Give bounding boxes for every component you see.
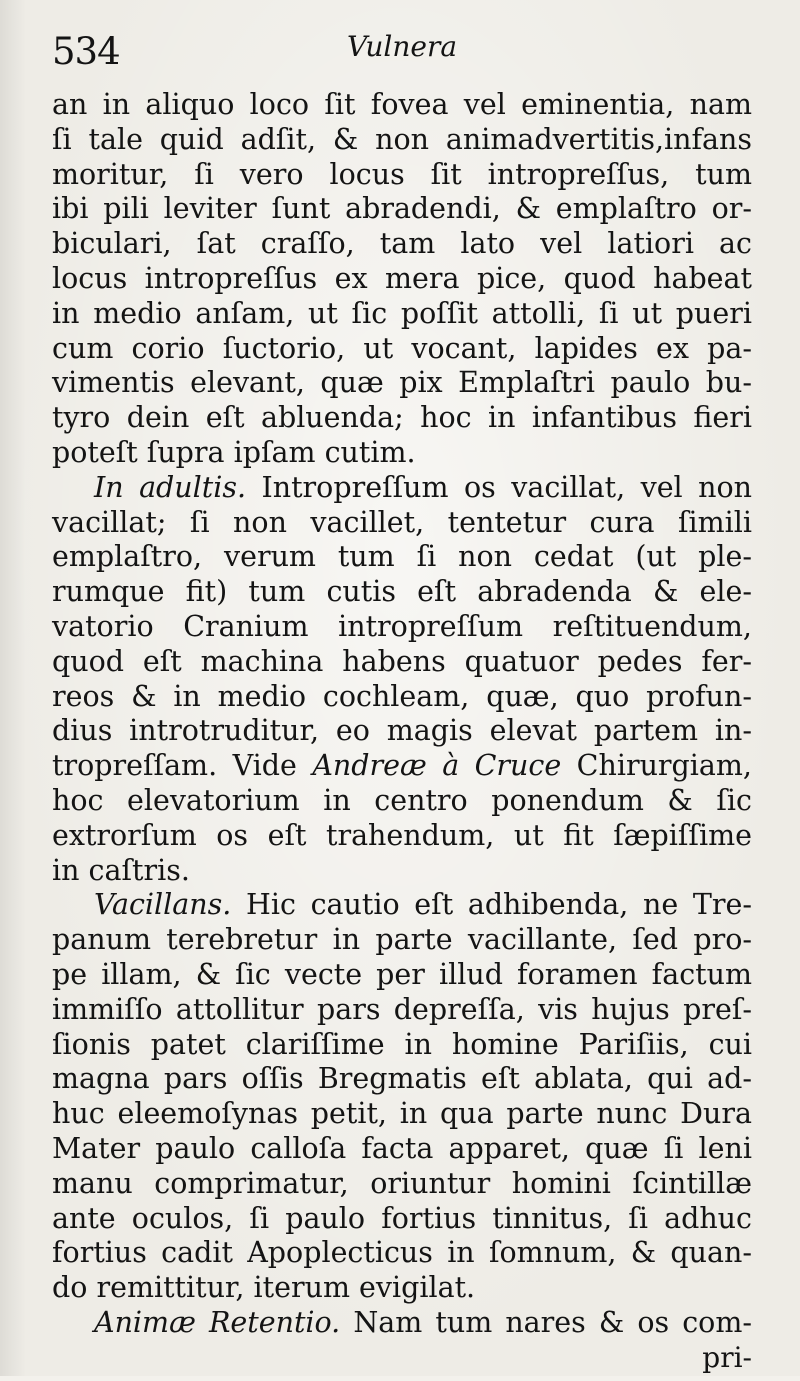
catchword-line [52,1341,752,1381]
text-line [52,888,752,923]
text-line [52,1097,752,1132]
text-line [52,993,752,1028]
line-text: Intropreſſum os vacillat, vel non [246,470,752,504]
text-line [52,192,752,227]
line-text: Chirurgiam, [561,749,752,783]
catchword: pri- [702,1340,752,1374]
line-text: tyro dein eſt abluenda; hoc in infantibus fieri [52,401,752,435]
line-text: tropreſſam. Vide [52,749,313,783]
text-line [52,1271,752,1306]
line-text: vatorio Cranium intropreſſum reſtituendum, [52,609,752,643]
text-line [52,332,752,367]
italic-lead: In adultis. [94,470,247,504]
text-line [52,784,752,819]
line-text: hoc elevatorium in centro ponendum & ſic [52,783,752,817]
line-text: ibi pili leviter ſunt abradendi, & emplaſtro or- [52,192,752,226]
line-text: manu comprimatur, oriuntur homini ſcintillæ [52,1166,752,1200]
text-line [52,610,752,645]
line-text: rumque fit) tum cutis eſt abradenda & ele- [52,575,752,609]
text-line [52,471,752,506]
line-text: ſi tale quid adſit, & non animadvertitis,infans [52,122,752,156]
text-line [52,540,752,575]
text-line [52,1202,752,1237]
text-line [52,436,752,471]
line-text: pe illam, & ſic vecte per illud foramen factum [52,957,752,991]
line-text: poteſt ſupra ipſam cutim. [52,435,416,469]
line-text: Nam tum nares & os com- [340,1305,752,1339]
text-line [52,366,752,401]
text-line [52,958,752,993]
text-line [52,854,752,889]
text-line [52,1028,752,1063]
text-line [52,1062,752,1097]
line-text: emplaſtro, verum tum ſi non cedat (ut ple- [52,540,752,574]
line-text: ante oculos, ſi paulo fortius tinnitus, ſi adhuc [52,1201,752,1235]
text-line [52,297,752,332]
line-text: magna pars oſſis Bregmatis eſt ablata, qui ad- [52,1062,752,1096]
text-line [52,401,752,436]
line-text: huc eleemoſynas petit, in qua parte nunc Dura [52,1097,752,1131]
running-head: Vulnera [346,30,458,63]
italic-lead: Andreæ à Cruce [312,749,562,783]
line-text: in caſtris. [52,853,190,887]
text-line [52,714,752,749]
page-header [52,28,752,88]
line-text: in medio anſam, ut ſic poſſit attolli, ſi ut pueri [52,296,752,330]
text-line [52,1132,752,1167]
line-text: locus intropreſſus ex mera pice, quod habeat [52,261,752,295]
text-line [52,262,752,297]
line-text: extrorſum os eſt trahendum, ut fit ſæpiſſime [52,818,752,852]
line-text: panum terebretur in parte vacillante, ſed pro- [52,923,752,957]
page-number: 534 [52,30,120,73]
line-text: vacillat; ſi non vacillet, tentetur cura ſimili [52,505,752,539]
text-line [52,575,752,610]
text-line [52,923,752,958]
text-line [52,1236,752,1271]
text-line [52,819,752,854]
line-text: do remittitur, iterum evigilat. [52,1271,476,1305]
italic-lead: Animæ Retentio. [94,1305,341,1339]
text-line [52,1306,752,1341]
line-text: reos & in medio cochleam, quæ, quo profun- [52,679,752,713]
text-line [52,1167,752,1202]
text-line [52,680,752,715]
line-text: dius introtruditur, eo magis elevat partem in- [52,714,752,748]
body-text [52,88,752,1341]
line-text: moritur, ſi vero locus ſit intropreſſus, tum [52,157,752,191]
text-line [52,158,752,193]
line-text: fortius cadit Apoplecticus in ſomnum, & quan- [52,1236,752,1270]
italic-lead: Vacillans. [94,888,232,922]
line-text: Hic cautio eſt adhibenda, ne Tre- [231,888,752,922]
text-line [52,506,752,541]
line-text: vimentis elevant, quæ pix Emplaſtri paulo bu- [52,366,752,400]
text-line [52,88,752,123]
text-line [52,123,752,158]
text-line [52,227,752,262]
text-line [52,749,752,784]
line-text: cum corio ſuctorio, ut vocant, lapides ex pa- [52,331,752,365]
line-text: Mater paulo calloſa facta apparet, quæ ſi leni [52,1131,752,1165]
text-line [52,645,752,680]
line-text: an in aliquo loco ſit fovea vel eminentia, nam [52,88,752,121]
line-text: immiſſo attollitur pars depreſſa, vis hujus preſ- [52,992,752,1026]
line-text: biculari, ſat craſſo, tam lato vel latiori ac [52,227,752,261]
line-text: ſionis patet clariſſime in homine Pariſiis, cui [52,1027,752,1061]
line-text: quod eſt machina habens quatuor pedes fer- [52,644,752,678]
